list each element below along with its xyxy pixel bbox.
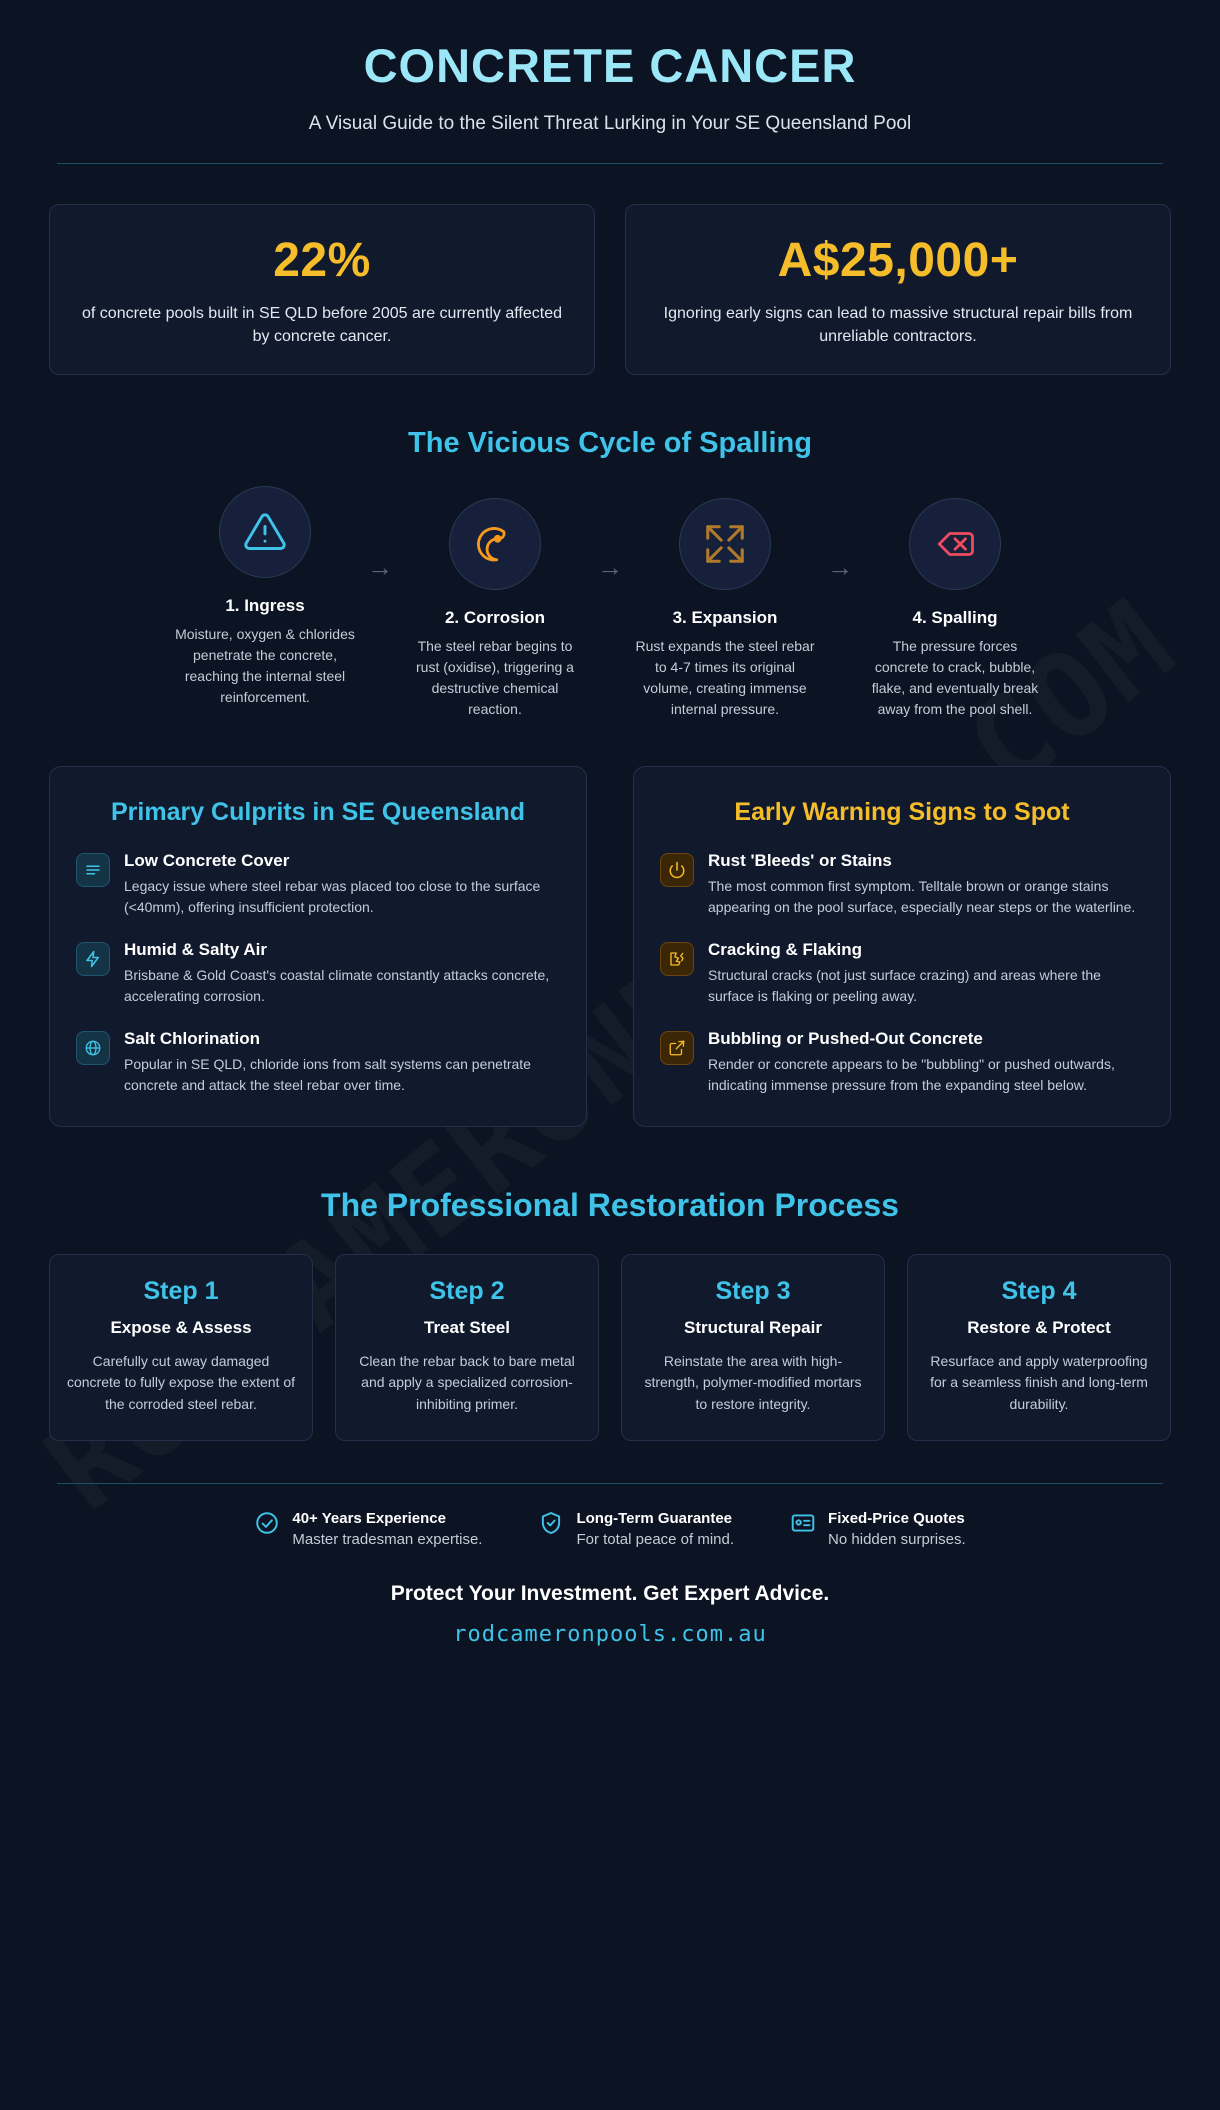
cycle-step-desc: Rust expands the steel rebar to 4-7 times its original volume, creating immense internal pressure. [635,638,815,718]
id-card-icon [790,1510,816,1536]
cycle-row [49,486,1171,720]
lightning-bolt-icon [76,942,110,976]
process-step-name: Restore & Protect [967,1317,1111,1337]
cycle-section-title: The Vicious Cycle of Spalling [408,427,812,460]
cycle-icon-circle [909,498,1001,590]
stat-description: Ignoring early signs can lead to massive structural repair bills from unreliable contractors. [663,305,1133,346]
cycle-step-2 [397,498,593,720]
process-step-desc: Clean the rebar back to bare metal and apply a specialized corrosion-inhibiting primer. [359,1352,575,1412]
trust-sub: For total peace of mind. [576,1530,735,1548]
stat-value: 22% [273,234,371,287]
process-step-card [49,1254,313,1441]
warning-item [660,940,1144,1007]
shield-check-icon [538,1510,564,1536]
trust-row [49,1510,1171,1548]
corrosion-droplet-icon [474,523,516,565]
culprit-name: Low Concrete Cover [124,850,290,870]
cycle-step-1 [167,486,363,708]
process-steps-row [49,1254,1171,1441]
cycle-step-name: 2. Corrosion [444,608,546,628]
process-step-name: Expose & Assess [110,1317,252,1337]
warning-desc: Render or concrete appears to be "bubbling" or pushed outwards, indicating immense pressure from the expanding steel below. [708,1055,1115,1093]
cycle-icon-circle [449,498,541,590]
trust-item [254,1510,482,1548]
cycle-arrow-icon: → [367,552,393,583]
break-away-icon [934,523,976,565]
process-step-desc: Resurface and apply waterproofing for a seamless finish and long-term durability. [930,1352,1148,1412]
process-section-title: The Professional Restoration Process [321,1186,899,1223]
culprit-name: Humid & Salty Air [124,939,267,959]
warning-name: Rust 'Bleeds' or Stains [708,850,892,870]
warning-desc: The most common first symptom. Telltale brown or orange stains appearing on the pool surface, especially near steps or the waterline. [708,877,1136,915]
cycle-icon-circle [219,486,311,578]
stat-card [625,204,1171,375]
stats-row [49,204,1171,375]
culprit-desc: Legacy issue where steel rebar was placed too close to the surface (<40mm), offering insufficient protection. [124,877,541,915]
cycle-step-4 [857,498,1053,720]
culprit-item [76,1029,560,1096]
infographic-sheet [4,0,1216,1673]
page-subtitle: A Visual Guide to the Silent Threat Lurking in Your SE Queensland Pool [308,113,912,134]
warning-name: Bubbling or Pushed-Out Concrete [708,1028,983,1048]
trust-title: 40+ Years Experience [292,1509,446,1527]
cycle-step-name: 3. Expansion [672,608,778,628]
expand-arrows-icon [702,521,748,567]
globe-icon [76,1031,110,1065]
layers-icon [76,853,110,887]
trust-item [538,1510,734,1548]
cycle-arrow-icon: → [597,552,623,583]
warnings-panel [633,766,1171,1126]
footer-divider [57,1483,1163,1484]
process-step-name: Structural Repair [684,1317,822,1337]
process-step-card [907,1254,1171,1441]
cta-text: Protect Your Investment. Get Expert Advice. [390,1581,830,1605]
process-step-number: Step 1 [143,1276,219,1305]
cycle-arrow-icon: → [827,552,853,583]
push-out-icon [660,1031,694,1065]
header-divider [57,163,1163,164]
trust-sub: Master tradesman expertise. [292,1530,483,1548]
process-step-desc: Carefully cut away damaged concrete to fully expose the extent of the corroded steel rebar. [66,1352,296,1412]
power-icon [660,853,694,887]
culprit-desc: Popular in SE QLD, chloride ions from salt systems can penetrate concrete and attack the steel rebar over time. [124,1055,531,1093]
process-step-number: Step 4 [1001,1276,1077,1305]
process-step-number: Step 3 [715,1276,791,1305]
culprits-panel [49,766,587,1126]
cycle-step-desc: Moisture, oxygen & chlorides penetrate the concrete, reaching the internal steel reinforcement. [175,626,355,706]
trust-item [790,1510,966,1548]
stat-value: A$25,000+ [777,234,1019,287]
stat-description: of concrete pools built in SE QLD before 2005 are currently affected by concrete cancer. [82,305,562,346]
cycle-step-desc: The pressure forces concrete to crack, bubble, flake, and eventually break away from the pool shell. [871,638,1039,718]
trust-title: Long-Term Guarantee [576,1509,733,1527]
process-step-card [335,1254,599,1441]
warning-desc: Structural cracks (not just surface crazing) and areas where the surface is flaking or peeling away. [708,966,1101,1004]
page-title: CONCRETE CANCER [363,39,857,92]
website-url[interactable]: rodcameronpools.com.au [453,1621,767,1647]
process-step-number: Step 2 [429,1276,505,1305]
process-step-name: Treat Steel [424,1317,510,1337]
cycle-step-name: 4. Spalling [912,608,998,628]
warnings-title: Early Warning Signs to Spot [734,798,1070,827]
warning-item [660,1029,1144,1096]
cycle-icon-circle [679,498,771,590]
check-circle-icon [254,1510,280,1536]
warning-triangle-icon [243,510,287,554]
cycle-step-desc: The steel rebar begins to rust (oxidise), triggering a destructive chemical reaction. [416,638,574,718]
trust-title: Fixed-Price Quotes [828,1509,965,1527]
culprit-item [76,940,560,1007]
cycle-step-name: 1. Ingress [225,596,305,616]
culprits-title: Primary Culprits in SE Queensland [110,798,525,827]
culprit-item [76,851,560,918]
cycle-step-3 [627,498,823,720]
trust-sub: No hidden surprises. [828,1530,966,1548]
process-step-card [621,1254,885,1441]
warning-item [660,851,1144,918]
panels-row [49,766,1171,1126]
crack-icon [660,942,694,976]
stat-card [49,204,595,375]
culprit-desc: Brisbane & Gold Coast's coastal climate constantly attacks concrete, accelerating corrosion. [124,966,550,1004]
process-step-desc: Reinstate the area with high-strength, polymer-modified mortars to restore integrity. [644,1352,862,1412]
warning-name: Cracking & Flaking [708,939,862,959]
culprit-name: Salt Chlorination [124,1028,260,1048]
